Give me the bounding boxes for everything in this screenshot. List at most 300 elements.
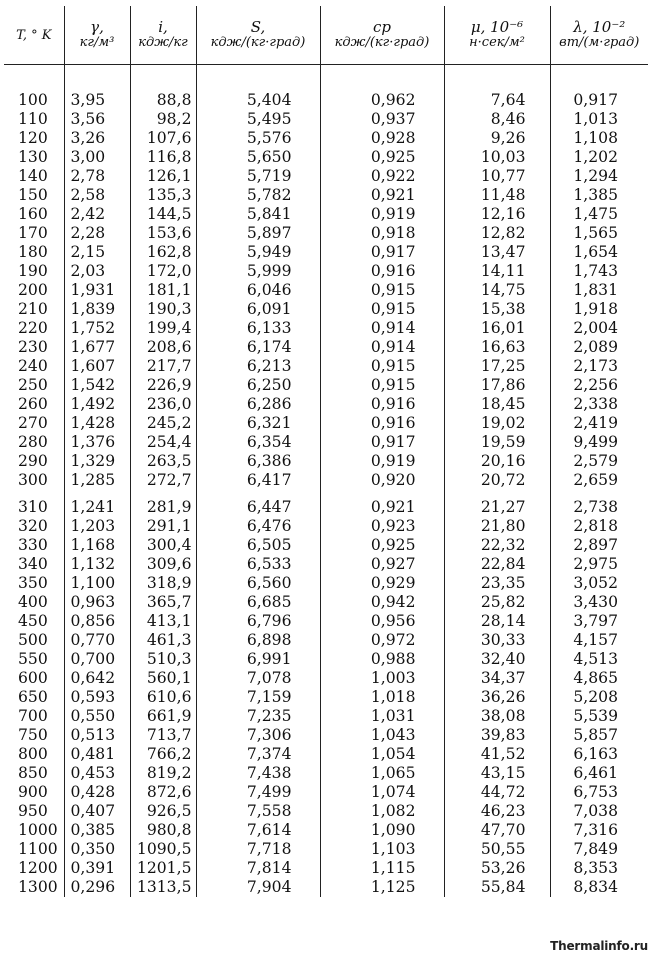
cell-heat-capacity: 1,018 — [320, 688, 444, 707]
cell-entropy: 7,558 — [196, 802, 320, 821]
cell-density: 0,963 — [64, 593, 130, 612]
cell-conductivity: 6,163 — [550, 745, 648, 764]
table-row — [4, 821, 648, 840]
cell-enthalpy: 226,9 — [130, 376, 196, 395]
cell-viscosity: 23,35 — [444, 574, 550, 593]
table-row — [4, 300, 648, 319]
cell-conductivity: 8,834 — [550, 878, 648, 897]
cell-density: 1,677 — [64, 338, 130, 357]
cell-temperature: 400 — [18, 593, 48, 611]
cell-temperature: 130 — [18, 148, 48, 166]
header-temperature: T, ° K — [4, 6, 64, 65]
cell-density: 3,26 — [64, 129, 130, 148]
cell-density: 2,78 — [64, 167, 130, 186]
cell-viscosity: 22,84 — [444, 555, 550, 574]
cell-entropy: 5,897 — [196, 224, 320, 243]
cell-entropy: 5,999 — [196, 262, 320, 281]
cell-enthalpy: 208,6 — [130, 338, 196, 357]
cell-density: 0,642 — [64, 669, 130, 688]
cell-temperature: 500 — [18, 631, 48, 649]
cell-viscosity: 19,02 — [444, 414, 550, 433]
cell-temperature: 190 — [18, 262, 48, 280]
cell-density: 1,752 — [64, 319, 130, 338]
cell-viscosity: 8,46 — [444, 110, 550, 129]
cell-density: 0,770 — [64, 631, 130, 650]
cell-entropy: 7,499 — [196, 783, 320, 802]
cell-conductivity: 1,743 — [550, 262, 648, 281]
cell-temperature: 110 — [18, 110, 48, 128]
cell-heat-capacity: 0,920 — [320, 471, 444, 490]
cell-temperature: 330 — [18, 536, 48, 554]
cell-enthalpy: 217,7 — [130, 357, 196, 376]
cell-density: 0,513 — [64, 726, 130, 745]
cell-conductivity: 2,089 — [550, 338, 648, 357]
cell-density: 1,285 — [64, 471, 130, 490]
cell-enthalpy: 365,7 — [130, 593, 196, 612]
cell-density: 1,542 — [64, 376, 130, 395]
table-row — [4, 764, 648, 783]
header-enthalpy: i, кдж/кг — [130, 6, 196, 65]
cell-temperature: 120 — [18, 129, 48, 147]
table-row — [4, 612, 648, 631]
cell-temperature: 1000 — [18, 821, 58, 839]
cell-heat-capacity: 1,043 — [320, 726, 444, 745]
cell-conductivity: 4,157 — [550, 631, 648, 650]
table-row — [4, 726, 648, 745]
table-header — [4, 6, 648, 65]
cell-heat-capacity: 1,003 — [320, 669, 444, 688]
cell-density: 0,481 — [64, 745, 130, 764]
cell-conductivity: 1,385 — [550, 186, 648, 205]
cell-temperature: 1200 — [18, 859, 58, 877]
cell-density: 1,492 — [64, 395, 130, 414]
cell-density: 0,391 — [64, 859, 130, 878]
cell-enthalpy: 172,0 — [130, 262, 196, 281]
cell-heat-capacity: 0,923 — [320, 517, 444, 536]
cell-entropy: 7,078 — [196, 669, 320, 688]
cell-viscosity: 30,33 — [444, 631, 550, 650]
cell-entropy: 6,386 — [196, 452, 320, 471]
cell-temperature: 280 — [18, 433, 48, 451]
cell-conductivity: 1,294 — [550, 167, 648, 186]
cell-enthalpy: 318,9 — [130, 574, 196, 593]
cell-enthalpy: 116,8 — [130, 148, 196, 167]
cell-heat-capacity: 0,921 — [320, 186, 444, 205]
cell-conductivity: 2,738 — [550, 490, 648, 517]
cell-viscosity: 16,63 — [444, 338, 550, 357]
cell-viscosity: 25,82 — [444, 593, 550, 612]
cell-heat-capacity: 0,916 — [320, 414, 444, 433]
cell-enthalpy: 461,3 — [130, 631, 196, 650]
cell-entropy: 5,495 — [196, 110, 320, 129]
cell-temperature: 240 — [18, 357, 48, 375]
cell-enthalpy: 413,1 — [130, 612, 196, 631]
cell-enthalpy: 181,1 — [130, 281, 196, 300]
table-row — [4, 878, 648, 897]
cell-viscosity: 7,64 — [444, 65, 550, 111]
cell-viscosity: 14,75 — [444, 281, 550, 300]
table-row — [4, 167, 648, 186]
cell-density: 3,95 — [64, 65, 130, 111]
cell-enthalpy: 510,3 — [130, 650, 196, 669]
cell-viscosity: 41,52 — [444, 745, 550, 764]
cell-temperature: 850 — [18, 764, 48, 782]
cell-viscosity: 15,38 — [444, 300, 550, 319]
cell-viscosity: 32,40 — [444, 650, 550, 669]
cell-viscosity: 47,70 — [444, 821, 550, 840]
cell-entropy: 7,814 — [196, 859, 320, 878]
table-row — [4, 574, 648, 593]
cell-viscosity: 53,26 — [444, 859, 550, 878]
cell-viscosity: 17,86 — [444, 376, 550, 395]
cell-density: 1,168 — [64, 536, 130, 555]
cell-density: 0,453 — [64, 764, 130, 783]
cell-entropy: 7,614 — [196, 821, 320, 840]
cell-enthalpy: 819,2 — [130, 764, 196, 783]
cell-heat-capacity: 0,988 — [320, 650, 444, 669]
cell-enthalpy: 98,2 — [130, 110, 196, 129]
cell-conductivity: 1,565 — [550, 224, 648, 243]
cell-entropy: 6,321 — [196, 414, 320, 433]
cell-enthalpy: 263,5 — [130, 452, 196, 471]
cell-density: 0,296 — [64, 878, 130, 897]
cell-heat-capacity: 0,919 — [320, 452, 444, 471]
cell-heat-capacity: 0,915 — [320, 300, 444, 319]
cell-density: 1,329 — [64, 452, 130, 471]
cell-density: 1,376 — [64, 433, 130, 452]
cell-density: 1,839 — [64, 300, 130, 319]
cell-density: 1,931 — [64, 281, 130, 300]
cell-entropy: 7,235 — [196, 707, 320, 726]
cell-entropy: 6,174 — [196, 338, 320, 357]
header-heat-capacity: cp кдж/(кг·град) — [320, 6, 444, 65]
cell-temperature: 300 — [18, 471, 48, 489]
table-row — [4, 650, 648, 669]
cell-viscosity: 10,03 — [444, 148, 550, 167]
cell-heat-capacity: 0,929 — [320, 574, 444, 593]
cell-temperature: 270 — [18, 414, 48, 432]
cell-conductivity: 1,654 — [550, 243, 648, 262]
cell-enthalpy: 126,1 — [130, 167, 196, 186]
cell-enthalpy: 272,7 — [130, 471, 196, 490]
cell-viscosity: 46,23 — [444, 802, 550, 821]
cell-heat-capacity: 1,125 — [320, 878, 444, 897]
cell-enthalpy: 309,6 — [130, 555, 196, 574]
cell-entropy: 6,286 — [196, 395, 320, 414]
cell-density: 0,700 — [64, 650, 130, 669]
cell-density: 2,58 — [64, 186, 130, 205]
cell-enthalpy: 107,6 — [130, 129, 196, 148]
table-row — [4, 148, 648, 167]
cell-viscosity: 36,26 — [444, 688, 550, 707]
cell-heat-capacity: 0,916 — [320, 395, 444, 414]
cell-enthalpy: 245,2 — [130, 414, 196, 433]
cell-conductivity: 1,013 — [550, 110, 648, 129]
cell-entropy: 6,898 — [196, 631, 320, 650]
cell-heat-capacity: 0,925 — [320, 536, 444, 555]
cell-heat-capacity: 0,925 — [320, 148, 444, 167]
cell-entropy: 5,650 — [196, 148, 320, 167]
cell-enthalpy: 190,3 — [130, 300, 196, 319]
cell-viscosity: 22,32 — [444, 536, 550, 555]
cell-conductivity: 4,865 — [550, 669, 648, 688]
cell-conductivity: 1,202 — [550, 148, 648, 167]
cell-temperature: 800 — [18, 745, 48, 763]
cell-conductivity: 7,849 — [550, 840, 648, 859]
cell-entropy: 5,782 — [196, 186, 320, 205]
table-row — [4, 243, 648, 262]
cell-enthalpy: 926,5 — [130, 802, 196, 821]
cell-temperature: 310 — [18, 498, 48, 516]
cell-enthalpy: 236,0 — [130, 395, 196, 414]
cell-heat-capacity: 0,917 — [320, 243, 444, 262]
cell-heat-capacity: 0,921 — [320, 490, 444, 517]
cell-heat-capacity: 0,927 — [320, 555, 444, 574]
cell-conductivity: 0,917 — [550, 65, 648, 111]
cell-entropy: 5,841 — [196, 205, 320, 224]
cell-entropy: 5,949 — [196, 243, 320, 262]
cell-heat-capacity: 1,054 — [320, 745, 444, 764]
cell-heat-capacity: 0,922 — [320, 167, 444, 186]
cell-viscosity: 50,55 — [444, 840, 550, 859]
cell-entropy: 6,685 — [196, 593, 320, 612]
cell-entropy: 6,991 — [196, 650, 320, 669]
cell-density: 0,407 — [64, 802, 130, 821]
table-row — [4, 338, 648, 357]
cell-density: 2,28 — [64, 224, 130, 243]
cell-entropy: 6,250 — [196, 376, 320, 395]
table-row — [4, 110, 648, 129]
cell-enthalpy: 144,5 — [130, 205, 196, 224]
cell-temperature: 950 — [18, 802, 48, 820]
cell-conductivity: 1,108 — [550, 129, 648, 148]
cell-temperature: 600 — [18, 669, 48, 687]
table-row — [4, 490, 648, 517]
cell-temperature: 170 — [18, 224, 48, 242]
cell-conductivity: 2,004 — [550, 319, 648, 338]
cell-heat-capacity: 0,917 — [320, 433, 444, 452]
cell-enthalpy: 254,4 — [130, 433, 196, 452]
cell-enthalpy: 162,8 — [130, 243, 196, 262]
table-row — [4, 802, 648, 821]
cell-enthalpy: 1313,5 — [130, 878, 196, 897]
cell-viscosity: 55,84 — [444, 878, 550, 897]
cell-heat-capacity: 1,074 — [320, 783, 444, 802]
cell-temperature: 160 — [18, 205, 48, 223]
cell-density: 1,428 — [64, 414, 130, 433]
cell-heat-capacity: 0,915 — [320, 281, 444, 300]
properties-table — [4, 6, 648, 897]
cell-viscosity: 21,27 — [444, 490, 550, 517]
cell-temperature: 220 — [18, 319, 48, 337]
cell-enthalpy: 766,2 — [130, 745, 196, 764]
cell-entropy: 7,306 — [196, 726, 320, 745]
cell-conductivity: 2,975 — [550, 555, 648, 574]
cell-enthalpy: 980,8 — [130, 821, 196, 840]
cell-temperature: 210 — [18, 300, 48, 318]
cell-entropy: 6,476 — [196, 517, 320, 536]
cell-density: 2,15 — [64, 243, 130, 262]
table-row — [4, 395, 648, 414]
cell-temperature: 1300 — [18, 878, 58, 896]
cell-viscosity: 28,14 — [444, 612, 550, 631]
cell-conductivity: 4,513 — [550, 650, 648, 669]
cell-heat-capacity: 0,937 — [320, 110, 444, 129]
cell-density: 0,350 — [64, 840, 130, 859]
cell-heat-capacity: 0,972 — [320, 631, 444, 650]
cell-heat-capacity: 1,065 — [320, 764, 444, 783]
cell-enthalpy: 661,9 — [130, 707, 196, 726]
cell-temperature: 700 — [18, 707, 48, 725]
cell-conductivity: 7,038 — [550, 802, 648, 821]
cell-entropy: 6,046 — [196, 281, 320, 300]
cell-enthalpy: 560,1 — [130, 669, 196, 688]
cell-heat-capacity: 1,090 — [320, 821, 444, 840]
cell-temperature: 250 — [18, 376, 48, 394]
cell-temperature: 260 — [18, 395, 48, 413]
cell-entropy: 6,533 — [196, 555, 320, 574]
cell-density: 1,607 — [64, 357, 130, 376]
cell-entropy: 6,213 — [196, 357, 320, 376]
table-row — [4, 517, 648, 536]
cell-conductivity: 2,419 — [550, 414, 648, 433]
cell-entropy: 7,904 — [196, 878, 320, 897]
cell-enthalpy: 713,7 — [130, 726, 196, 745]
cell-conductivity: 3,052 — [550, 574, 648, 593]
cell-heat-capacity: 0,915 — [320, 357, 444, 376]
table-row — [4, 669, 648, 688]
cell-entropy: 7,374 — [196, 745, 320, 764]
cell-enthalpy: 300,4 — [130, 536, 196, 555]
cell-conductivity: 1,918 — [550, 300, 648, 319]
cell-viscosity: 43,15 — [444, 764, 550, 783]
cell-entropy: 7,159 — [196, 688, 320, 707]
table-row — [4, 186, 648, 205]
cell-viscosity: 38,08 — [444, 707, 550, 726]
cell-heat-capacity: 0,919 — [320, 205, 444, 224]
cell-temperature: 750 — [18, 726, 48, 744]
table-row — [4, 707, 648, 726]
cell-entropy: 6,560 — [196, 574, 320, 593]
cell-entropy: 5,404 — [196, 65, 320, 111]
cell-enthalpy: 610,6 — [130, 688, 196, 707]
watermark: Thermalinfo.ru — [550, 939, 648, 953]
table-row — [4, 262, 648, 281]
cell-density: 1,100 — [64, 574, 130, 593]
cell-heat-capacity: 1,082 — [320, 802, 444, 821]
cell-viscosity: 34,37 — [444, 669, 550, 688]
cell-conductivity: 2,818 — [550, 517, 648, 536]
header-viscosity: μ, 10⁻⁶ н·сек/м² — [444, 6, 550, 65]
table-row — [4, 840, 648, 859]
header-conductivity: λ, 10⁻² вт/(м·град) — [550, 6, 648, 65]
cell-conductivity: 2,256 — [550, 376, 648, 395]
cell-entropy: 6,354 — [196, 433, 320, 452]
cell-viscosity: 18,45 — [444, 395, 550, 414]
cell-enthalpy: 872,6 — [130, 783, 196, 802]
cell-viscosity: 20,72 — [444, 471, 550, 490]
cell-conductivity: 3,430 — [550, 593, 648, 612]
cell-density: 3,00 — [64, 148, 130, 167]
cell-viscosity: 44,72 — [444, 783, 550, 802]
cell-viscosity: 9,26 — [444, 129, 550, 148]
cell-viscosity: 19,59 — [444, 433, 550, 452]
cell-enthalpy: 1201,5 — [130, 859, 196, 878]
table-row — [4, 414, 648, 433]
cell-heat-capacity: 0,918 — [320, 224, 444, 243]
table-body — [4, 65, 648, 898]
cell-entropy: 7,438 — [196, 764, 320, 783]
cell-density: 0,428 — [64, 783, 130, 802]
cell-enthalpy: 1090,5 — [130, 840, 196, 859]
table-row — [4, 688, 648, 707]
cell-viscosity: 11,48 — [444, 186, 550, 205]
cell-temperature: 650 — [18, 688, 48, 706]
cell-density: 2,42 — [64, 205, 130, 224]
cell-density: 0,856 — [64, 612, 130, 631]
cell-enthalpy: 135,3 — [130, 186, 196, 205]
cell-heat-capacity: 1,115 — [320, 859, 444, 878]
table-row — [4, 593, 648, 612]
cell-heat-capacity: 0,956 — [320, 612, 444, 631]
table-row — [4, 452, 648, 471]
cell-density: 1,203 — [64, 517, 130, 536]
cell-temperature: 550 — [18, 650, 48, 668]
cell-viscosity: 21,80 — [444, 517, 550, 536]
cell-heat-capacity: 0,962 — [320, 65, 444, 111]
cell-temperature: 320 — [18, 517, 48, 535]
cell-entropy: 6,447 — [196, 490, 320, 517]
table-row — [4, 433, 648, 452]
cell-viscosity: 14,11 — [444, 262, 550, 281]
cell-temperature: 290 — [18, 452, 48, 470]
cell-conductivity: 2,173 — [550, 357, 648, 376]
cell-viscosity: 10,77 — [444, 167, 550, 186]
cell-conductivity: 6,461 — [550, 764, 648, 783]
cell-entropy: 6,133 — [196, 319, 320, 338]
cell-viscosity: 39,83 — [444, 726, 550, 745]
cell-heat-capacity: 0,915 — [320, 376, 444, 395]
cell-entropy: 5,719 — [196, 167, 320, 186]
cell-enthalpy: 199,4 — [130, 319, 196, 338]
cell-conductivity: 7,316 — [550, 821, 648, 840]
cell-conductivity: 1,831 — [550, 281, 648, 300]
table-row — [4, 783, 648, 802]
cell-temperature: 140 — [18, 167, 48, 185]
cell-entropy: 6,417 — [196, 471, 320, 490]
cell-viscosity: 17,25 — [444, 357, 550, 376]
cell-density: 1,241 — [64, 490, 130, 517]
cell-temperature: 200 — [18, 281, 48, 299]
cell-heat-capacity: 0,916 — [320, 262, 444, 281]
cell-enthalpy: 153,6 — [130, 224, 196, 243]
cell-conductivity: 5,857 — [550, 726, 648, 745]
cell-viscosity: 20,16 — [444, 452, 550, 471]
table-row — [4, 745, 648, 764]
cell-entropy: 5,576 — [196, 129, 320, 148]
table-row — [4, 631, 648, 650]
table-row — [4, 65, 648, 111]
cell-heat-capacity: 1,103 — [320, 840, 444, 859]
cell-density: 1,132 — [64, 555, 130, 574]
table-row — [4, 129, 648, 148]
table-row — [4, 319, 648, 338]
table-row — [4, 555, 648, 574]
cell-enthalpy: 281,9 — [130, 490, 196, 517]
cell-viscosity: 13,47 — [444, 243, 550, 262]
cell-density: 3,56 — [64, 110, 130, 129]
cell-conductivity: 1,475 — [550, 205, 648, 224]
